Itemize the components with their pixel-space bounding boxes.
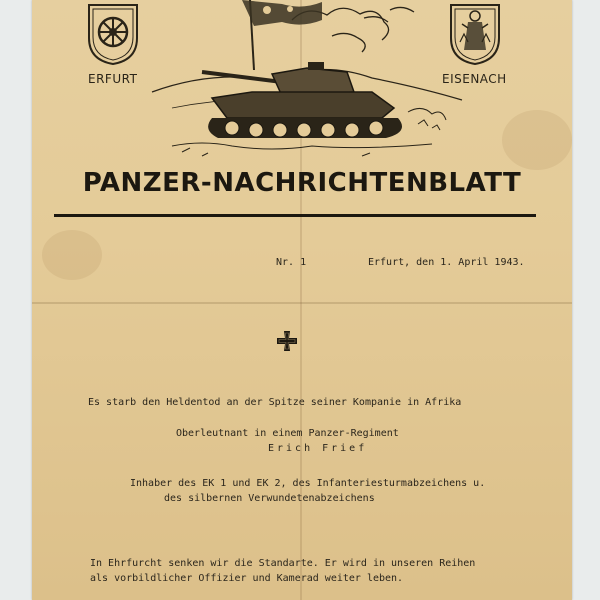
issue-number: Nr. 1 <box>276 257 307 268</box>
tank-illustration <box>132 0 472 170</box>
fold-line-horizontal <box>32 302 572 304</box>
paper-stain <box>42 230 102 280</box>
city-label-eisenach: EISENACH <box>442 72 507 86</box>
closing-line: als vorbildlicher Offizier und Kamerad weiter leben. <box>90 573 404 584</box>
paper-stain <box>502 110 572 170</box>
iron-cross-icon <box>276 330 298 352</box>
title-underline <box>54 214 536 217</box>
closing-line: In Ehrfurcht senken wir die Standarte. Er wird in unseren Reihen <box>90 558 476 569</box>
name-line: Erich Frief <box>268 443 368 454</box>
rank-line: Oberleutnant in einem Panzer-Regiment <box>176 428 399 439</box>
document-sheet <box>32 0 572 600</box>
obituary-line: Es starb den Heldentod an der Spitze seiner Kompanie in Afrika <box>88 397 462 408</box>
city-label-erfurt: ERFURT <box>88 72 138 86</box>
dateline: Erfurt, den 1. April 1943. <box>368 257 525 268</box>
newsletter-title: PANZER-NACHRICHTENBLATT <box>82 168 522 198</box>
awards-line: Inhaber des EK 1 und EK 2, des Infanteriesturmabzeichens u. <box>130 478 486 489</box>
awards-line: des silbernen Verwundetenabzeichens <box>164 493 375 504</box>
